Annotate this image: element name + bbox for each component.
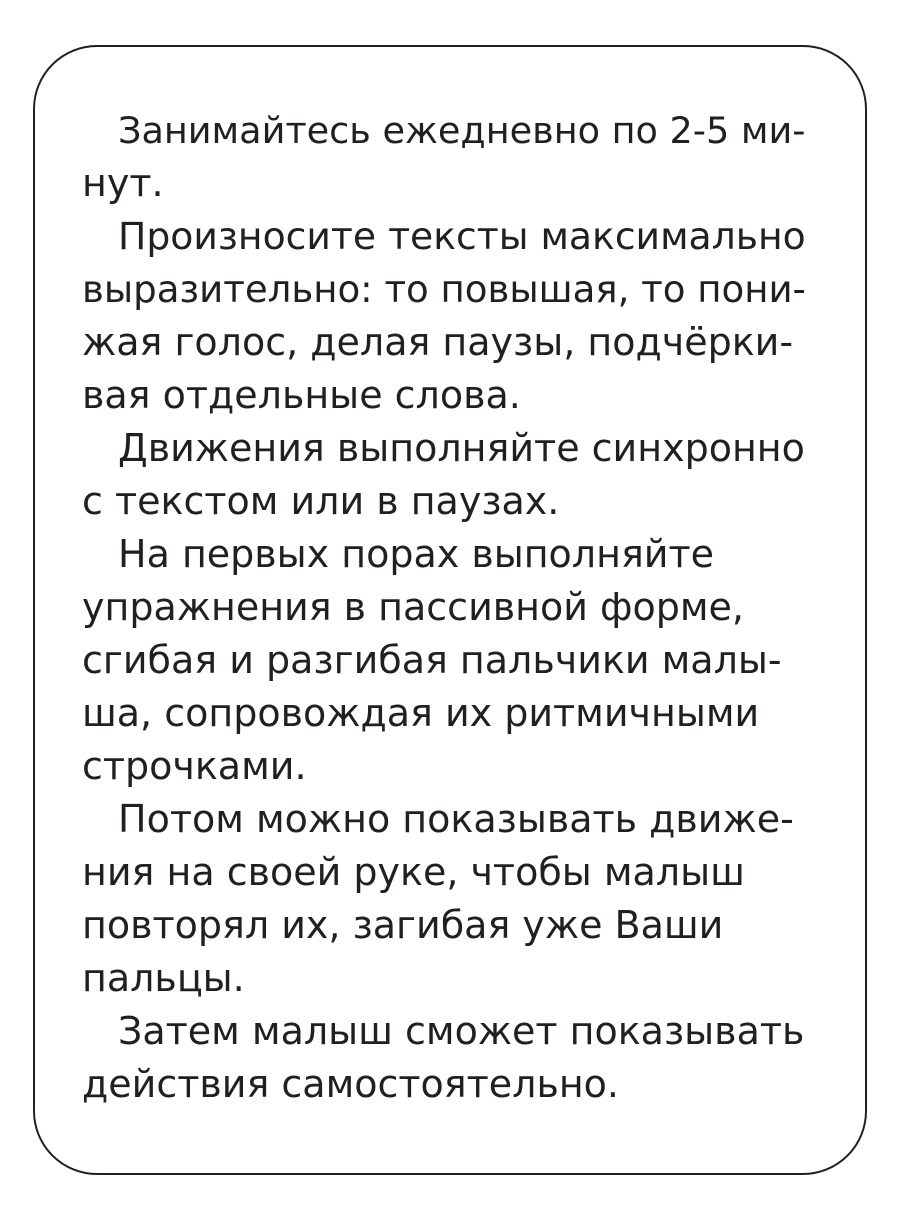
text-line: строчками. xyxy=(82,744,307,788)
text-line: нут. xyxy=(82,161,164,205)
text-line: вая отдельные слова. xyxy=(82,373,521,417)
text-line: Занимайтесь ежедневно по 2-5 ми- xyxy=(118,109,806,152)
text-line: действия самостоятельно. xyxy=(82,1062,620,1106)
text-line: упражнения в пассивной форме, xyxy=(82,585,745,629)
text-line: жая голос, делая паузы, подчёрки- xyxy=(82,320,794,364)
text-line: Движения выполняйте синхронно xyxy=(118,426,805,470)
instruction-text xyxy=(82,104,806,1111)
text-line: сгибая и разгибая пальчики малы- xyxy=(82,638,782,682)
text-line: с текстом или в паузах. xyxy=(82,479,560,523)
text-line: пальцы. xyxy=(82,956,245,1000)
text-line: Произносите тексты максимально xyxy=(118,214,806,258)
text-line: Потом можно показывать движе- xyxy=(118,797,794,841)
text-line: ния на своей руке, чтобы малыш xyxy=(82,850,745,894)
text-line: Затем малыш сможет показывать xyxy=(118,1009,805,1053)
text-line: повторял их, загибая уже Ваши xyxy=(82,903,724,947)
text-line: ша, сопровождая их ритмичными xyxy=(82,691,760,735)
text-line: На первых порах выполняйте xyxy=(118,532,715,576)
text-line: выразительно: то повышая, то пони- xyxy=(82,268,806,311)
